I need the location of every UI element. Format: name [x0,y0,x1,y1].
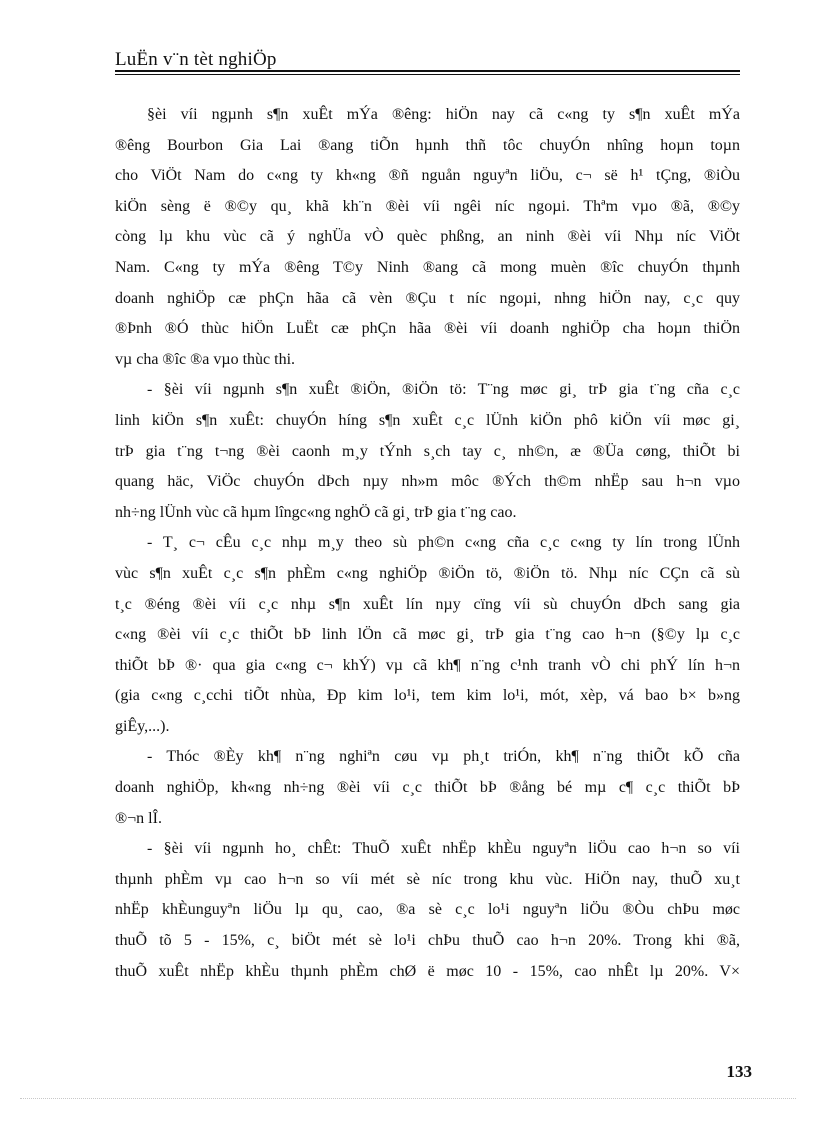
paragraph-line: §èi víi ngµnh s¶n xuÊt mÝa ®êng: hiÖn nay cã c«ng ty s¶n xuÊt mÝa [147,106,740,123]
paragraph-line: nhËp khÈunguyªn liÖu lµ qu¸ cao, ®a sè c¸c lo¹i nguyªn liÖu ®Òu chÞu møc [115,901,740,919]
paragraph-line: thuÕ tõ 5 - 15%, c¸ biÖt mét sè lo¹i chÞu thuÕ cao h¬n 20%. Trong khi ®ã, [115,932,740,950]
paragraph-line: giÊy,...). [115,717,170,735]
paragraph-sugar-industry [115,100,740,375]
paragraph-line: - §èi víi ngµnh ho¸ chÊt: ThuÕ xuÊt nhËp khÈu nguyªn liÖu cao h¬n so víi [147,840,740,858]
paragraph-line: kiÖn sèng ë ®©y qu¸ khã kh¨n ®èi víi ngêi níc ngoµi. Thªm vµo ®ã, ®©y [115,197,740,215]
paragraph-line: Nam. C«ng ty mÝa ®êng T©y Ninh ®ang cã mong muèn ®îc chuyÓn thµnh [115,258,740,276]
paragraph-line: - §èi víi ngµnh s¶n xuÊt ®iÖn, ®iÖn tö: T¨ng møc gi¸ trÞ gia t¨ng cña c¸c [147,381,740,399]
paragraph-line: linh kiÖn s¶n xuÊt: chuyÓn híng s¶n xuÊt c¸c lÜnh kiÖn phô kiÖn víi møc gi¸ [115,411,740,429]
paragraph-research-development [115,742,740,834]
paragraph-line: (gia c«ng c¸cchi tiÕt nhùa, Ðp kim lo¹i, tem kim lo¹i, mót, xèp, vá bao b× b»ng [115,687,740,705]
header-title: LuËn v¨n tèt nghiÖp [115,49,277,70]
paragraph-line: thiÕt bÞ ®· qua gia c«ng c¬ khÝ) vµ cã kh¶ n¨ng c¹nh tranh vÒ chi phÝ lín h¬n [115,656,740,674]
paragraph-line: vµ cha ®îc ®a vµo thùc thi. [115,350,296,368]
paragraph-line: doanh nghiÖp cæ phÇn hãa cã vèn ®Çu t níc ngoµi, nhng hiÖn nay, c¸c quy [115,289,740,307]
paragraph-line: thµnh phÈm vµ cao h¬n so víi mét sè níc trong khu vùc. HiÖn nay, thuÕ xu¸t [115,870,740,888]
paragraph-line: - Thóc ®Èy kh¶ n¨ng nghiªn cøu vµ ph¸t triÓn, kh¶ n¨ng thiÕt kÕ cña [147,748,740,766]
page-header [115,48,740,72]
paragraph-chemical-industry [115,834,740,987]
paragraph-line: c«ng ®èi víi c¸c thiÕt bÞ linh lÖn cã møc gi¸ trÞ gia t¨ng cao h¬n (§©y lµ c¸c [115,626,740,644]
body-text [115,100,740,987]
paragraph-line: ®êng Bourbon Gia Lai ®ang tiÕn hµnh thñ tôc chuyÓn nhîng hoµn toµn [115,136,740,154]
header-rule-thin [115,74,740,75]
footer-dotted-divider [20,1098,796,1099]
paragraph-factory-restructure [115,528,740,742]
paragraph-line: - T¸ c¬ cÊu c¸c nhµ m¸y theo sù ph©n c«ng cña c¸c c«ng ty lín trong lÜnh [147,534,740,552]
paragraph-line: doanh nghiÖp, kh«ng nh÷ng ®èi víi c¸c thiÕt bÞ ®ång bé mµ c¶ c¸c thiÕt bÞ [115,779,740,797]
paragraph-line: cho ViÖt Nam do c«ng ty kh«ng ®ñ nguån nguyªn liÖu, c¬ së h¹ tÇng, ®iÒu [115,167,740,185]
paragraph-line: ®¬n lÎ. [115,809,162,827]
paragraph-electronics-industry [115,375,740,528]
paragraph-line: vùc s¶n xuÊt c¸c s¶n phÈm c«ng nghiÖp ®iÖn tö, ®iÖn tö. Nhµ níc CÇn cã sù [115,564,740,582]
page-number: 133 [726,1062,752,1081]
paragraph-line: thuÕ xuÊt nhËp khÈu thµnh phÈm chØ ë møc 10 - 15%, cao nhÊt lµ 20%. V× [115,962,740,980]
paragraph-line: ®Þnh ®Ó thùc hiÖn LuËt cæ phÇn hãa ®èi víi doanh nghiÖp cha hoµn thiÖn [115,320,740,338]
paragraph-line: còng lµ khu vùc cã ý nghÜa vÒ quèc phßng, an ninh ®èi víi Nhµ níc ViÖt [115,228,740,246]
header-rule-thick [115,70,740,72]
paragraph-line: nh÷ng lÜnh vùc cã hµm lîngc«ng nghÖ cã gi¸ trÞ gia t¨ng cao. [115,503,517,521]
paragraph-line: trÞ gia t¨ng t¬ng ®èi caonh m¸y tÝnh s¸ch tay c¸ nh©n, æ ®Üa cøng, thiÕt bi [115,442,740,460]
paragraph-line: t¸c ®éng ®èi víi c¸c nhµ s¶n xuÊt lín nµy cïng víi sù chuyÓn dÞch sang gia [115,595,740,613]
paragraph-line: quang häc, ViÖc chuyÓn dÞch nµy nh»m môc ®Ých th©m nhËp sau h¬n vµo [115,473,740,491]
